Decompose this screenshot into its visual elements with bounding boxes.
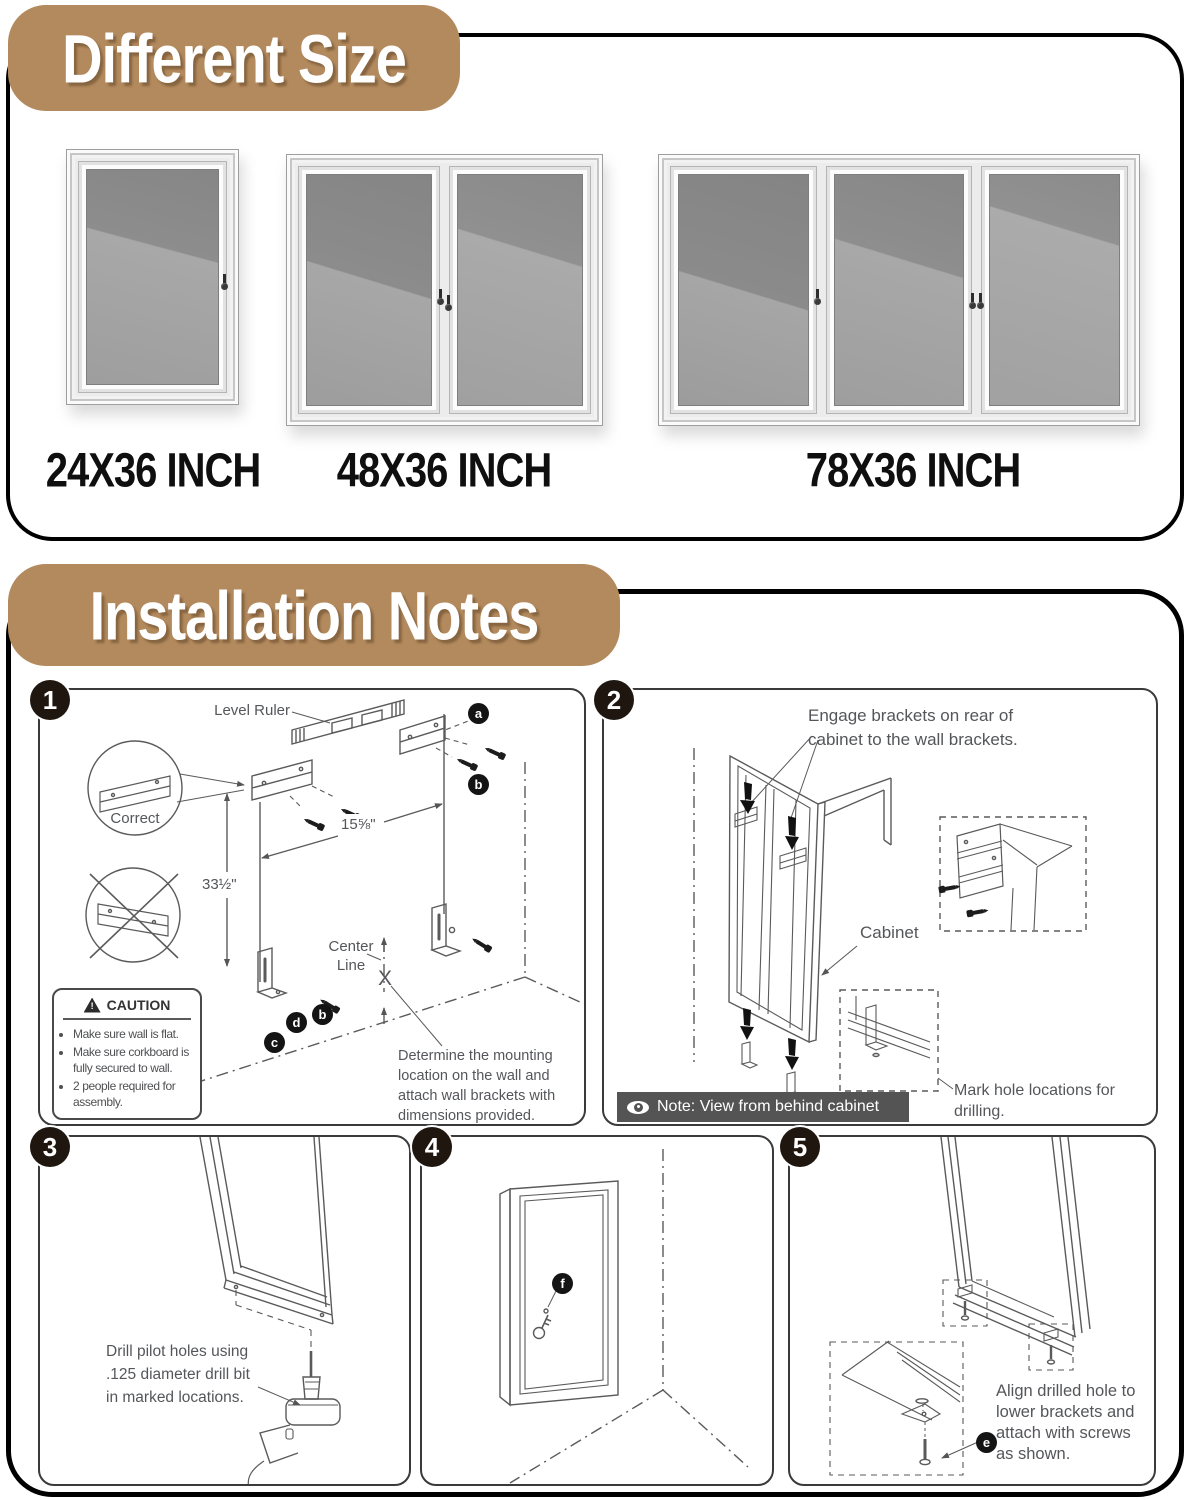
size-label-48x36: 48X36 INCH [336,444,552,498]
step-5-panel [788,1131,1156,1486]
eye-icon [627,1101,649,1114]
callout-b2: b [312,1004,333,1025]
different-size-title: Different Size [62,19,406,97]
step-1-panel [38,684,586,1126]
different-size-header [8,5,460,111]
view-note-badge [617,1092,909,1122]
step-4-number: 4 [412,1127,452,1167]
key-lock-icon [813,289,822,309]
caution-box [52,988,202,1120]
step-3-number: 3 [30,1127,70,1167]
step3-line3: in marked locations. [106,1389,244,1406]
width-dimension: 15⅝" [341,816,376,833]
installation-notes-header [8,564,620,666]
caution-item: • Make sure wall is flat. [73,1026,193,1042]
board-48x36-door-1 [298,166,440,414]
warning-triangle-icon [84,998,101,1013]
callout-a: a [468,703,489,724]
installation-notes-title: Installation Notes [89,576,539,654]
size-label-78x36: 78X36 INCH [805,444,1021,498]
step-2-panel [602,684,1158,1126]
step-3-panel [38,1131,411,1486]
board-24x36 [66,149,239,405]
step5-instruction: Align drilled hole to lower brackets and attach with screws as shown. [996,1382,1136,1463]
step2-instruction: Engage brackets on rear of cabinet to the wall brackets. [808,706,1018,749]
cabinet-label: Cabinet [860,923,919,942]
center-line-label: Center Line [328,938,374,974]
caution-list [61,1026,193,1110]
callout-c: c [264,1032,285,1053]
key-lock-icon [220,274,229,294]
key-lock-icon [444,295,453,315]
step1-note: Determine the mounting location on the wall and attach wall brackets with dimensions provided. [398,1048,556,1124]
board-78x36-door-3 [981,166,1128,414]
step-2-number: 2 [594,680,634,720]
level-ruler-label: Level Ruler [214,702,290,719]
key-lock-icon [976,293,985,313]
caution-item: • 2 people required for assembly. [73,1078,193,1110]
step3-line1: Drill pilot holes using [106,1343,249,1360]
corkboard-felt [306,174,432,406]
board-78x36 [658,154,1140,426]
height-dimension: 33½" [202,876,237,893]
corkboard-felt [457,174,583,406]
caution-divider [63,1018,191,1020]
correct-label: Correct [110,810,160,827]
step-4-panel [420,1131,774,1486]
board-78x36-door-2 [826,166,973,414]
caution-title: CAUTION [106,997,171,1013]
board-48x36 [286,154,603,426]
board-48x36-door-2 [449,166,591,414]
caution-item: • Make sure corkboard is fully secured to wall. [73,1044,193,1076]
corkboard-felt [834,174,965,406]
step-1-number: 1 [30,680,70,720]
screw-icons [938,883,989,918]
corkboard-felt [86,169,219,385]
size-label-24x36: 24X36 INCH [45,444,261,498]
step3-illustration [40,1137,409,1484]
callout-e: e [976,1432,997,1453]
step4-illustration [422,1137,772,1484]
callout-d: d [286,1012,307,1033]
mark-holes-label: Mark hole locations for drilling. [954,1082,1115,1120]
corkboard-felt [989,174,1120,406]
x-mark: X [377,967,392,990]
callout-f: f [552,1273,573,1294]
step-5-number: 5 [780,1127,820,1167]
board-24x36-door [78,161,227,393]
board-78x36-door-1 [670,166,817,414]
step2-illustration [604,690,1156,1124]
corkboard-felt [678,174,809,406]
step3-line2: .125 diameter drill bit [106,1366,250,1383]
view-note-text: Note: View from behind cabinet [657,1098,880,1115]
callout-b: b [468,774,489,795]
